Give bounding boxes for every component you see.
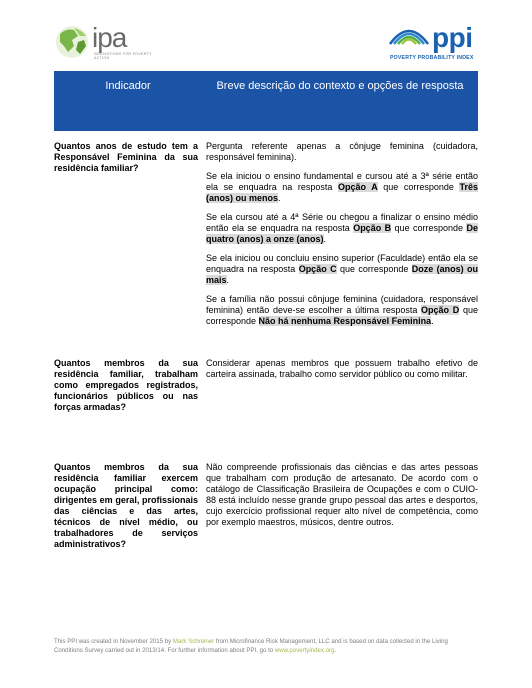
description-paragraph: Se ela iniciou ou concluiu ensino superior (Faculdade) então ela se enquadra na resposta Opção C que corresponde Doze (anos) ou mais. [206,253,478,285]
answer-label: Três (anos) ou menos [206,182,478,203]
ipa-wordmark: ipa [92,22,127,53]
option-label: Opção B [353,223,392,233]
option-label: Opção C [298,264,337,274]
indicator-question: Quantos membros da sua residência familiar exercem ocupação principal como: dirigentes em geral, profissionais das ciências e das artes, técnicos de nível médio, ou trabalhadores de serviços administrativos? [54,462,198,549]
indicator-description [206,141,478,335]
answer-label: Não há nenhuma Responsável Feminina [258,316,432,326]
description-paragraph: Se a família não possui cônjuge feminina (cuidadora, responsável feminina) então deve-se escolher a última resposta Opção D que corresponde Não há nenhuma Responsável Feminina. [206,294,478,326]
description-paragraph: Pergunta referente apenas a cônjuge feminina (cuidadora, responsável feminina). [206,141,478,162]
indicator-description [206,462,478,536]
description-paragraph: Se ela cursou até a 4ª Série ou chegou a finalizar o ensino médio então ela se enquadra na resposta Opção B que corresponde De quatro (anos) a onze (anos). [206,212,478,244]
table-header [54,71,478,131]
description-paragraph: Não compreende profissionais das ciências e das artes pessoas que trabalham com produção de artesanato. De acordo com o catálogo de Classificação Brasileira de Ocupações e com o CUIO-88 está incluído nesse grande grupo pessoal das artes e desportos, cujo exercício profissional requer alto nível de competência, como por exemplo maestros, músicos, dentre outros. [206,462,478,527]
ipa-logo [54,20,164,64]
column-header-indicador: Indicador [105,80,151,92]
answer-label: Doze (anos) ou mais [206,264,478,285]
answer-label: De quatro (anos) a onze (anos) [206,223,478,244]
ppi-wordmark: ppi [432,22,473,53]
website-link[interactable]: www.povertyindex.org [274,647,335,654]
indicator-description [206,358,478,388]
column-header-descricao: Breve descrição do contexto e opções de resposta [216,80,464,92]
ppi-tagline: POVERTY PROBABILITY INDEX [390,55,474,61]
globe-icon [54,24,90,60]
option-label: Opção A [337,182,378,192]
table-row [54,462,478,550]
table-row [54,358,478,413]
footer-note: This PPI was created in November 2015 by Mark Schreiner from Microfinance Risk Management, LLC and is based on data collected in the Living Conditions Survey carried out in 2013/14. For further information about PPI, go to www.povertyindex.org. [54,638,448,654]
ipa-tagline: INNOVATIONS FOR POVERTY ACTION [94,52,152,60]
table-row [54,141,478,326]
description-paragraph: Considerar apenas membros que possuem trabalho efetivo de carteira assinada, trabalho como servidor público ou como militar. [206,358,478,379]
option-label: Opção D [421,305,460,315]
rainbow-arc-icon [388,22,430,46]
indicator-question: Quantos membros da sua residência familiar, trabalham como empregados registrados, funcionários públicos ou nas forças armadas? [54,358,198,412]
indicator-question: Quantos anos de estudo tem a Responsável Feminina da sua residência familiar? [54,141,198,173]
ppi-logo [388,22,488,70]
description-paragraph: Se ela iniciou o ensino fundamental e cursou até a 3ª série então ela se enquadra na resposta Opção A que corresponde Três (anos) ou menos. [206,171,478,203]
author-name: Mark Schreiner [172,638,215,645]
